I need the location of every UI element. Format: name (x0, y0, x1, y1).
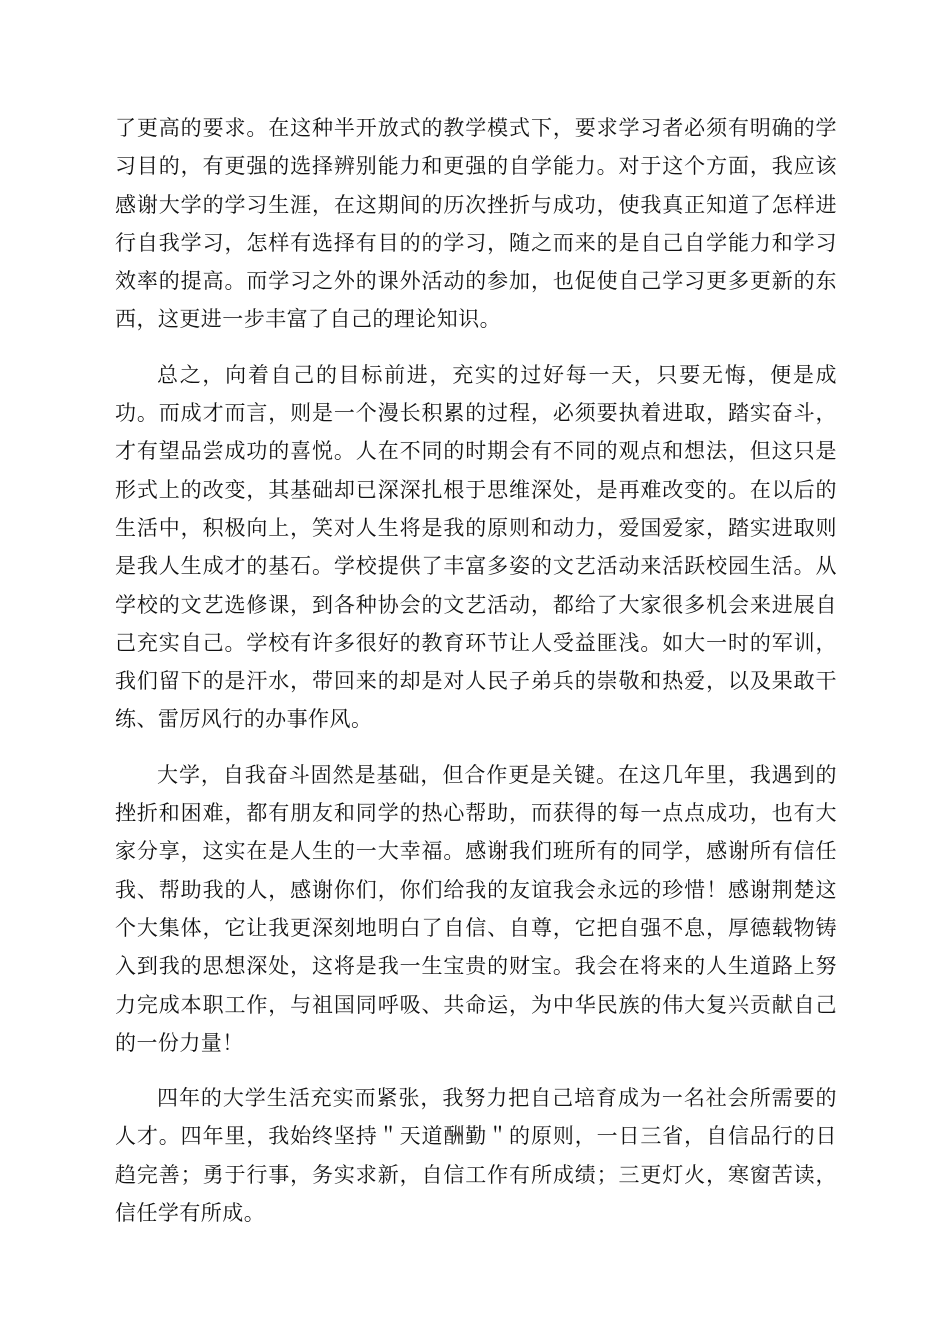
paragraph-2: 总之，向着自己的目标前进，充实的过好每一天，只要无悔，便是成功。而成才而言，则是一个漫长积累的过程，必须要执着进取，踏实奋斗，才有望品尝成功的喜悦。人在不同的时期会有不同的观点和想法，但这只是形式上的改变，其基础却已深深扎根于思维深处，是再难改变的。在以后的生活中，积极向上，笑对人生将是我的原则和动力，爱国爱家，踏实进取则是我人生成才的基石。学校提供了丰富多姿的文艺活动来活跃校园生活。从学校的文艺选修课，到各种协会的文艺活动，都给了大家很多机会来进展自己充实自己。学校有许多很好的教育环节让人受益匪浅。如大一时的军训，我们留下的是汗水，带回来的却是对人民子弟兵的崇敬和热爱，以及果敢干练、雷厉风行的办事作风。 (115, 362, 837, 732)
document-page (115, 109, 837, 1249)
paragraph-4: 四年的大学生活充实而紧张，我努力把自己培育成为一名社会所需要的人才。四年里，我始终坚持＂天道酬勤＂的原则，一日三省，自信品行的日趋完善；勇于行事，务实求新，自信工作有所成绩；三更灯火，寒窗苦读，信任学有所成。 (115, 1086, 837, 1226)
paragraph-3: 大学，自我奋斗固然是基础，但合作更是关键。在这几年里，我遇到的挫折和困难，都有朋友和同学的热心帮助，而获得的每一点点成功，也有大家分享，这实在是人生的一大幸福。感谢我们班所有的同学，感谢所有信任我、帮助我的人，感谢你们，你们给我的友谊我会永远的珍惜！感谢荆楚这个大集体，它让我更深刻地明白了自信、自尊，它把自强不息，厚德载物铸入到我的思想深处，这将是我一生宝贵的财宝。我会在将来的人生道路上努力完成本职工作，与祖国同呼吸、共命运，为中华民族的伟大复兴贡献自己的一份力量！ (115, 762, 837, 1055)
paragraph-1: 了更高的要求。在这种半开放式的教学模式下，要求学习者必须有明确的学习目的，有更强的选择辨别能力和更强的自学能力。对于这个方面，我应该感谢大学的学习生涯，在这期间的历次挫折与成功，使我真正知道了怎样进行自我学习，怎样有选择有目的的学习，随之而来的是自己自学能力和学习效率的提高。而学习之外的课外活动的参加，也促使自己学习更多更新的东西，这更进一步丰富了自己的理论知识。 (115, 116, 837, 332)
